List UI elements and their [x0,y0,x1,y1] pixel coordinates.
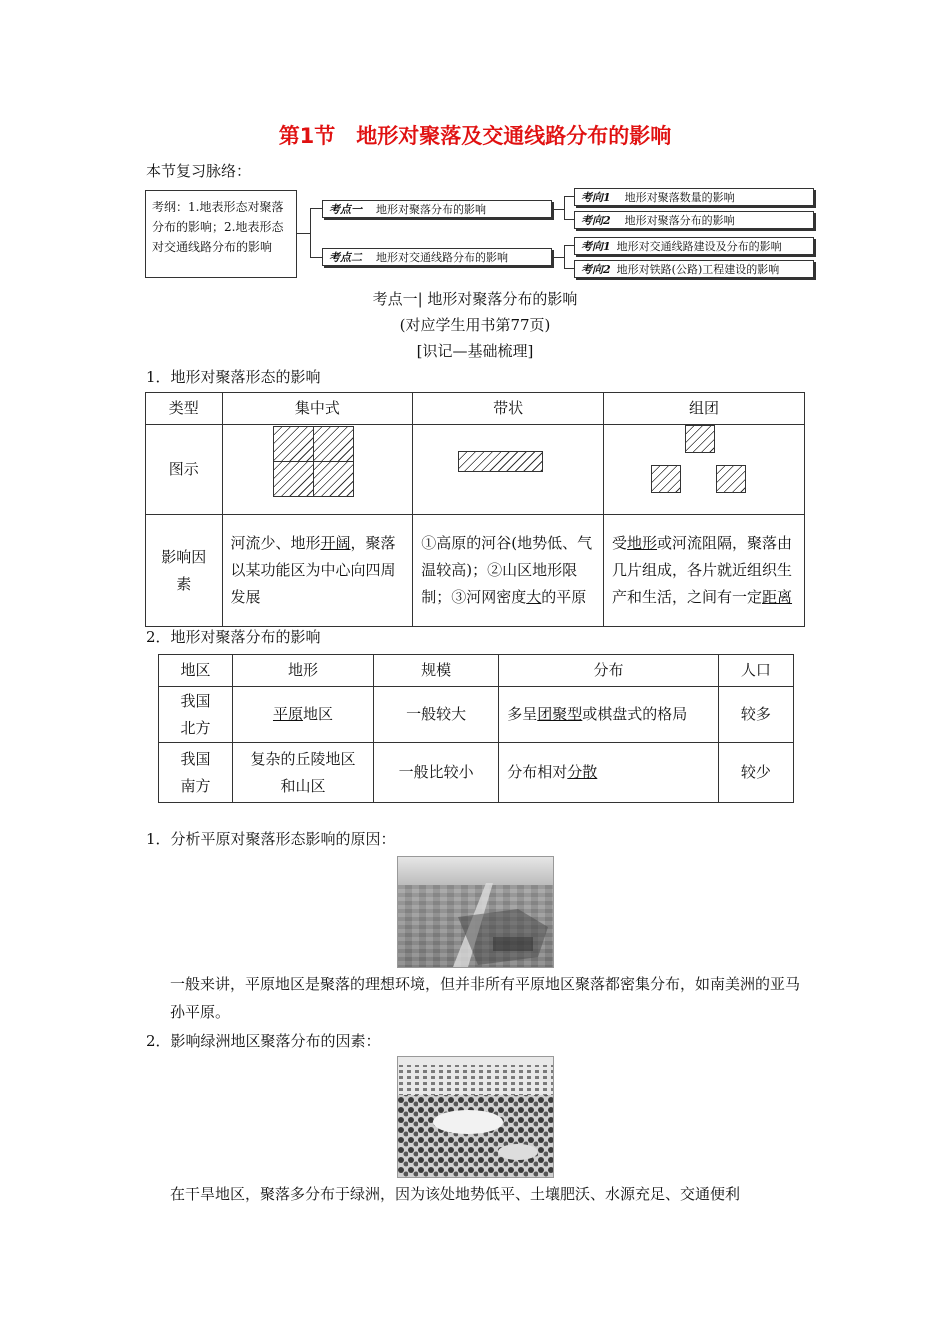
row-factor-label: 影响因素 [146,515,223,627]
th-population: 人口 [718,655,793,687]
concentrated-block-tl [273,426,314,462]
kaogang-box [145,190,297,278]
cell-distribution: 分布相对分散 [499,743,718,803]
cell-terrain: 平原地区 [232,687,373,743]
kaoxiang-tag: 考向2 [581,263,611,276]
th-scale: 规模 [374,655,499,687]
section-sub: [识记—基础梳理] [416,342,534,360]
analysis2-heading: 2．影响绿洲地区聚落分布的因素： [146,1032,381,1050]
factor-strip: ①高原的河谷(地势低、气温较高)；②山区地形限制；③河网密度大的平原 [413,515,604,627]
item2-heading: 2．地形对聚落分布的影响 [146,628,321,646]
row-diagram-label: 图示 [146,425,223,515]
th-concentrated: 集中式 [222,393,413,425]
kaoxiang-text: 地形对铁路(公路)工程建设的影响 [616,263,780,276]
analysis1-text: 一般来讲，平原地区是聚落的理想环境，但并非所有平原地区聚落都密集分布，如南美洲的亚马孙平原。 [170,975,801,1021]
section-ref: (对应学生用书第77页) [399,316,551,334]
kaoxiang-text: 地形对交通线路建设及分布的影响 [616,240,782,253]
analysis2-text: 在干旱地区，聚落多分布于绿洲，因为该处地势低平、土壤肥沃、水源充足、交通便利 [170,1185,741,1203]
factor-concentrated: 河流少、地形开阔，聚落以某功能区为中心向四周发展 [222,515,413,627]
item1-heading: 1．地形对聚落形态的影响 [146,368,321,386]
concentrated-block-br [313,461,354,497]
cluster-block-left [651,465,681,493]
kaoxiang-box-4 [574,260,814,278]
th-type: 类型 [146,393,223,425]
table-row [159,743,794,803]
concentrated-block-bl [273,461,314,497]
kaodian2-tag: 考点二 [329,251,362,264]
strip-block [458,451,543,472]
plain-aerial-photo [397,856,554,968]
kaoxiang-box-1 [574,188,814,206]
kaoxiang-tag: 考向2 [581,214,611,227]
kaogang-text: 考纲：1.地表形态对聚落分布的影响；2.地表形态对交通线路分布的影响 [152,200,284,254]
kaodian2-box [322,248,552,266]
analysis1-heading: 1．分析平原对聚落形态影响的原因： [146,830,396,848]
kaoxiang-text: 地形对聚落数量的影响 [624,191,735,204]
settlement-distribution-table [158,654,794,803]
th-region: 地区 [159,655,233,687]
cluster-block-right [716,465,746,493]
kaodian1-text: 地形对聚落分布的影响 [376,203,486,216]
th-cluster: 组团 [604,393,805,425]
table-row [159,687,794,743]
kaodian2-text: 地形对交通线路分布的影响 [376,251,508,264]
oasis-aerial-photo [397,1056,554,1178]
page-title: 第1节 地形对聚落及交通线路分布的影响 [278,124,672,148]
cell-region: 我国南方 [159,743,233,803]
concentrated-block-tr [313,426,354,462]
kaodian1-tag: 考点一 [329,203,362,216]
section-heading: 考点一| 地形对聚落分布的影响 [372,290,578,308]
factor-cluster: 受地形或河流阻隔，聚落由几片组成，各片就近组织生产和生活，之间有一定距离 [604,515,805,627]
cell-scale: 一般比较小 [374,743,499,803]
kaoxiang-text: 地形对聚落分布的影响 [624,214,735,227]
th-distribution: 分布 [499,655,718,687]
cluster-block-top [685,425,715,453]
kaoxiang-box-2 [574,211,814,229]
kaoxiang-box-3 [574,237,814,255]
th-strip: 带状 [413,393,604,425]
th-terrain: 地形 [232,655,373,687]
kaodian1-box [322,200,552,218]
cell-region: 我国北方 [159,687,233,743]
cell-population: 较少 [718,743,793,803]
kaoxiang-tag: 考向1 [581,240,611,253]
kaoxiang-tag: 考向1 [581,191,611,204]
outline-label: 本节复习脉络： [146,162,252,180]
cell-population: 较多 [718,687,793,743]
cell-distribution: 多呈团聚型或棋盘式的格局 [499,687,718,743]
cell-scale: 一般较大 [374,687,499,743]
cell-terrain: 复杂的丘陵地区和山区 [232,743,373,803]
